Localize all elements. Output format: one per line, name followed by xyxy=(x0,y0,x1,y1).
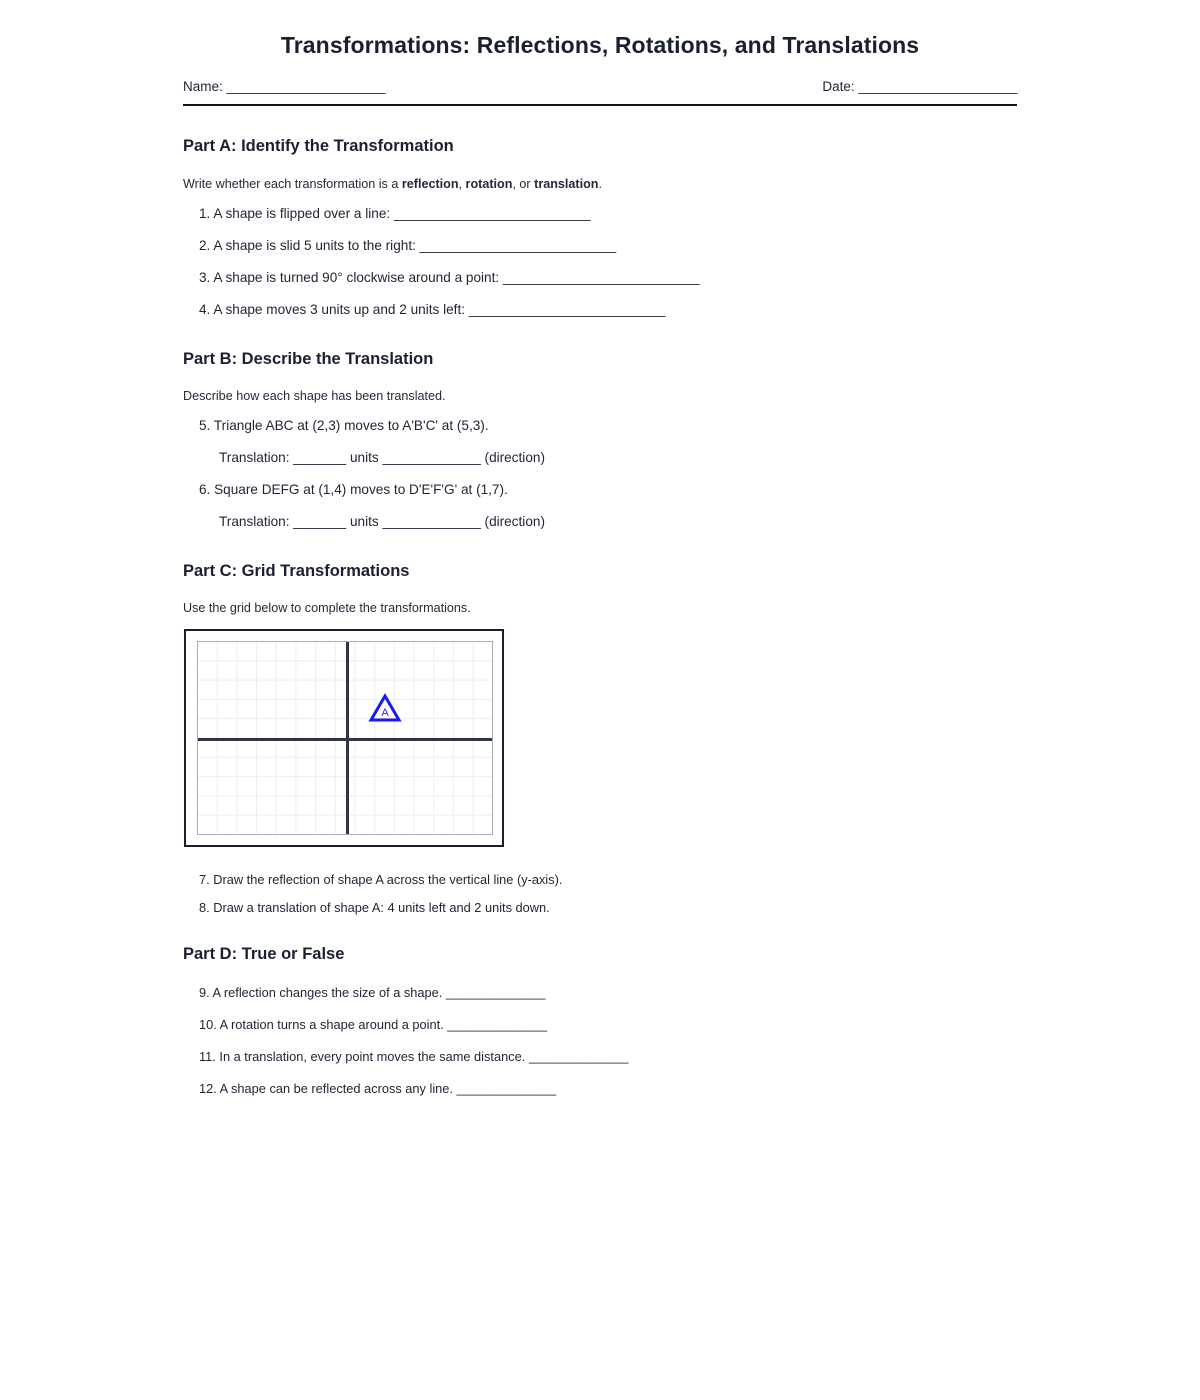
question-10[interactable]: 10. A rotation turns a shape around a point. ______________ xyxy=(199,1017,547,1032)
question-3[interactable]: 3. A shape is turned 90° clockwise around a point: __________________________ xyxy=(199,270,700,285)
part-d-heading: Part D: True or False xyxy=(183,945,345,963)
question-11[interactable]: 11. In a translation, every point moves the same distance. ______________ xyxy=(199,1049,629,1064)
shape-a-label: A xyxy=(381,707,389,719)
date-field-group xyxy=(822,79,1017,94)
question-5: 5. Triangle ABC at (2,3) moves to A'B'C' at (5,3). xyxy=(199,418,489,433)
part-a-intro xyxy=(183,177,602,191)
coordinate-grid[interactable] xyxy=(184,629,504,847)
question-12[interactable]: 12. A shape can be reflected across any line. ______________ xyxy=(199,1081,557,1096)
part-c-intro: Use the grid below to complete the transformations. xyxy=(183,601,471,615)
question-7: 7. Draw the reflection of shape A across the vertical line (y-axis). xyxy=(199,872,563,887)
question-6: 6. Square DEFG at (1,4) moves to D'E'F'G' at (1,7). xyxy=(199,482,508,497)
grid-plot-area[interactable] xyxy=(197,641,493,835)
term-translation: translation xyxy=(534,177,599,191)
part-a-intro-pre: Write whether each transformation is a xyxy=(183,177,402,191)
question-8: 8. Draw a translation of shape A: 4 units left and 2 units down. xyxy=(199,900,550,915)
term-reflection: reflection xyxy=(401,177,459,191)
question-2[interactable]: 2. A shape is slid 5 units to the right: __________________________ xyxy=(199,238,617,253)
page-title: Transformations: Reflections, Rotations, and Translations xyxy=(280,32,920,58)
question-6-answer-line[interactable]: Translation: _______ units _____________ (direction) xyxy=(219,514,545,529)
part-b-intro: Describe how each shape has been translated. xyxy=(183,389,446,403)
question-9[interactable]: 9. A reflection changes the size of a shape. ______________ xyxy=(199,985,546,1000)
date-label: Date: xyxy=(822,79,859,94)
part-b-heading: Part B: Describe the Translation xyxy=(183,350,434,368)
name-field-group xyxy=(183,79,385,94)
part-c-heading: Part C: Grid Transformations xyxy=(183,562,410,580)
part-a-heading: Part A: Identify the Transformation xyxy=(183,137,454,155)
question-1[interactable]: 1. A shape is flipped over a line: __________________________ xyxy=(199,206,591,221)
question-5-answer-line[interactable]: Translation: _______ units _____________ (direction) xyxy=(219,450,545,465)
x-axis-line xyxy=(198,738,492,741)
name-blank[interactable]: ______________________ xyxy=(226,79,386,94)
part-a-intro-mid-2: , or xyxy=(512,177,535,191)
part-a-intro-post: . xyxy=(598,177,603,191)
name-label: Name: xyxy=(183,79,227,94)
shape-a-triangle[interactable] xyxy=(368,692,402,724)
date-blank[interactable]: ______________________ xyxy=(858,79,1017,94)
part-a-intro-mid-1: , xyxy=(458,177,466,191)
header-divider xyxy=(183,104,1017,106)
question-4[interactable]: 4. A shape moves 3 units up and 2 units left: __________________________ xyxy=(199,302,666,317)
term-rotation: rotation xyxy=(465,177,513,191)
